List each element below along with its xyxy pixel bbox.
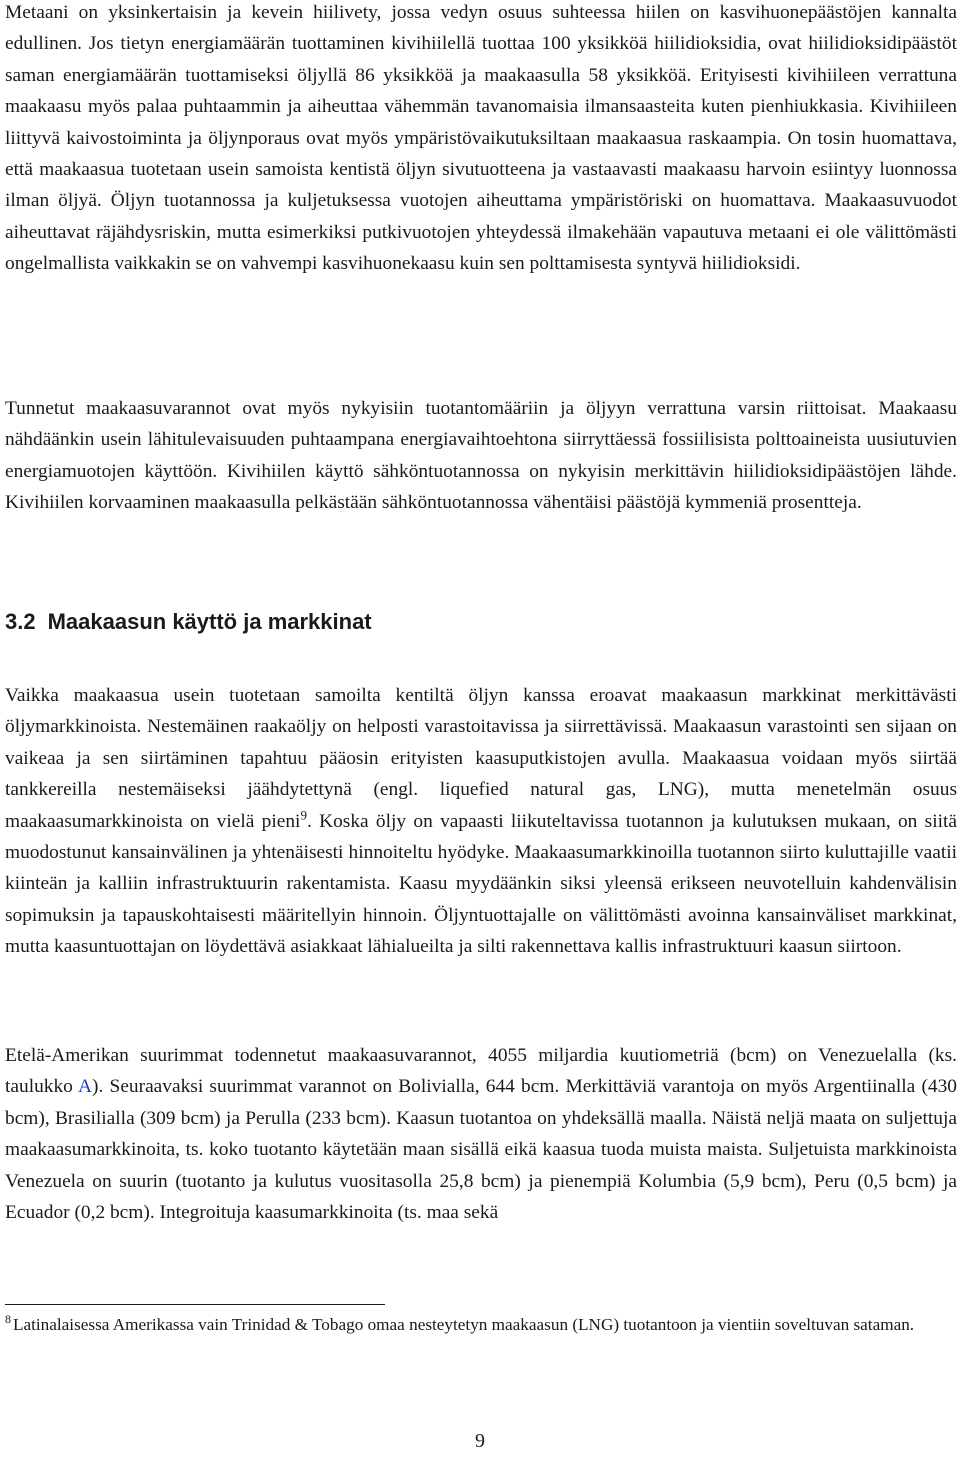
paragraph-text: Tunnetut maakaasuvarannot ovat myös nykyisiin tuotantomääriin ja öljyyn verrattuna varsin riittoisat. Maakaasu nähdäänkin usein lähitulevaisuuden puhtaampana energiavaihtoehtona siirryttäessä fossiilisista polttoaineista uusiutuvien energiamuotojen käyttöön. Kivihiilen käyttö sähköntuotannossa on nykyisin merkittävin hiilidioksidipäästöjen lähde. Kivihiilen korvaaminen maakaasulla pelkästään sähköntuotannossa vähentäisi päästöjä kymmeniä prosentteja. — [5, 398, 957, 514]
footnote — [5, 1311, 957, 1338]
paragraph-gas-markets — [5, 680, 957, 963]
section-title: Maakaasun käyttö ja markkinat — [47, 609, 372, 634]
footnote-text: Latinalaisessa Amerikassa vain Trinidad & Tobago omaa nesteytetyn maakaasun (LNG) tuotantoon ja vientiin soveltuvan sataman. — [13, 1315, 915, 1334]
paragraph-south-america-reserves — [5, 1040, 957, 1228]
paragraph-gas-reserves — [5, 393, 957, 519]
section-number: 3.2 — [5, 609, 36, 634]
paragraph-text: Metaani on yksinkertaisin ja kevein hiilivety, jossa vedyn osuus suhteessa hiilen on kasvihuonepäästöjen kannalta edullinen. Jos tietyn energiamäärän tuottaminen kivihiilellä tuottaa 100 yksikköä hiilidioksidia, ovat hiilidioksidipäästöt saman energiamäärän tuottamiseksi öljyllä 86 yksikköä ja maakaasulla 58 yksikköä. Erityisesti kivihiileen verrattuna maakaasu myös palaa puhtaammin ja aiheuttaa vähemmän tavanomaisia ilmansaasteita kuten pienhiukkasia. Kivihiileen liittyvä kaivostoiminta ja öljynporaus ovat myös ympäristövaikutuksiltaan maakaasua raskaampia. On tosin huomattava, että maakaasua tuotetaan usein samoista kentistä öljyn sivutuotteena ja vastaavasti maakaasu harvoin esiintyy luonnossa ilman öljyä. Öljyn tuotannossa ja kuljetuksessa vuotojen aiheuttama ympäristöriski on huomattava. Maakaasuvuodot aiheuttavat räjähdysriskin, mutta esimerkiksi putkivuotojen yhteydessä ilmakehään vapautuva metaani ei ole välittömästi ongelmallista vaikkakin se on vahvempi kasvihuonekaasu kuin sen polttamisesta syntyvä hiilidioksidi. — [5, 2, 957, 275]
paragraph-text: Vaikka maakaasua usein tuotetaan samoilta kentiltä öljyn kanssa eroavat maakaasun markkinat merkittävästi öljymarkkinoista. Nestemäinen raakaöljy on helposti varastoitavissa ja siirrettävissä. Maakaasun varastointi sen sijaan on vaikeaa ja sen siirtäminen tapahtuu pääosin erityisten kaasuputkistojen avulla. Maakaasua voidaan myös siirtää tankkereilla nestemäiseksi jäähdytettynä (engl. liquefied natural gas, LNG), mutta menetelmän osuus maakaasumarkkinoista on vielä pieni — [5, 685, 957, 832]
table-reference-link[interactable]: A — [78, 1076, 93, 1098]
page-number: 9 — [475, 1430, 485, 1452]
section-heading — [5, 606, 372, 637]
paragraph-text-continued: ). Seuraavaksi suurimmat varannot on Bolivialla, 644 bcm. Merkittäviä varantoja on myös Argentiinalla (430 bcm), Brasilialla (309 bcm) ja Perulla (233 bcm). Kaasun tuotantoa on yhdeksällä maalla. Näistä neljä maata on suljettuja maakaasumarkkinoita, ts. koko tuotanto käytetään maan sisällä eikä kaasua tuoda muista maista. Suljetuista markkinoista Venezuela on suurin (tuotanto ja kulutus vuositasolla 25,8 bcm) ja pienempiä Kolumbia (5,9 bcm), Peru (0,5 bcm) ja Ecuador (0,2 bcm). Integroituja kaasumarkkinoita (ts. maa sekä — [5, 1076, 957, 1224]
paragraph-text-continued: . Koska öljy on vapaasti liikuteltavissa tuotannon ja kulutuksen mukaan, on siitä muodostunut kansainvälinen ja yhtenäisesti hinnoiteltu hyödyke. Maakaasumarkkinoilla tuotannon siirto kuluttajille vaatii kiinteän ja kalliin infrastruktuurin rakentamista. Kaasu myydäänkin siksi yleensä erikseen neuvotelluin kahdenvälisin sopimuksin ja tapauskohtaisesti määritellyin hinnoin. Öljyntuottajalle on välittömästi avoinna kansainväliset markkinat, mutta kaasuntuottajan on löydettävä asiakkaat lähialueilta ja silti rakennettava kallis infrastruktuuri kaasun siirtoon. — [5, 810, 957, 958]
footnote-number: 8 — [5, 1312, 11, 1327]
footnote-reference[interactable]: 9 — [300, 807, 307, 823]
paragraph-text: Etelä-Amerikan suurimmat todennetut maakaasuvarannot, 4055 miljardia kuutiometriä (bcm) on Venezuelalla (ks. taulukko — [5, 1045, 957, 1098]
footnote-divider — [5, 1304, 385, 1305]
paragraph-methane-emissions — [5, 0, 957, 280]
